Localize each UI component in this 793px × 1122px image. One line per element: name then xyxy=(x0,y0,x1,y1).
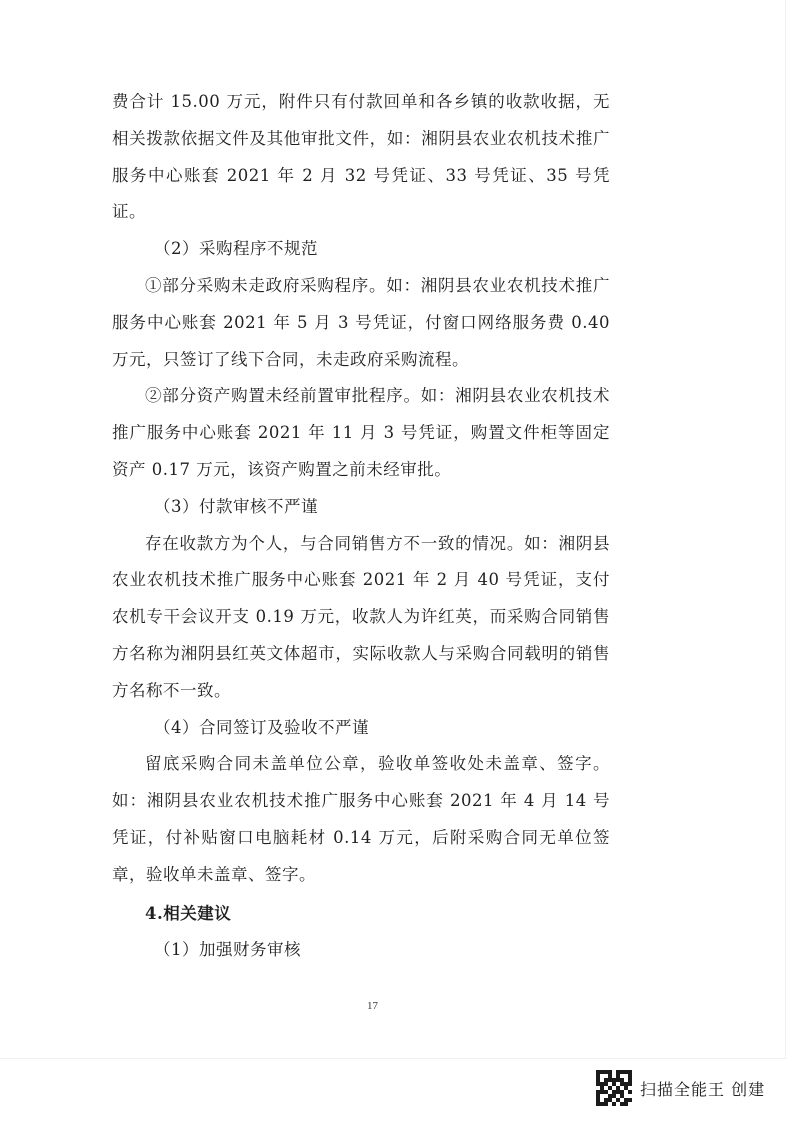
section-heading-suggestions: 4.相关建议 xyxy=(145,903,232,923)
page-number: 17 xyxy=(367,1000,378,1012)
watermark-text: 扫描全能王 创建 xyxy=(640,1079,766,1099)
scanner-watermark xyxy=(596,1068,765,1108)
document-body xyxy=(112,84,610,969)
qr-code-icon xyxy=(596,1070,632,1106)
paragraph-contract: 留底采购合同未盖单位公章，验收单签收处未盖章、签字。如：湘阴县农业农机技术推广服务中心账套 2021 年 4 月 14 号凭证，付补贴窗口电脑耗材 0.14 万元，后附采购合同无单位签章，验收单未盖章、签字。 xyxy=(112,754,610,884)
paragraph-procurement-1: ①部分采购未走政府采购程序。如：湘阴县农业农机技术推广服务中心账套 2021 年 5 月 3 号凭证，付窗口网络服务费 0.40 万元，只签订了线下合同，未走政府采购流程。 xyxy=(112,275,610,369)
paragraph-procurement-2: ②部分资产购置未经前置审批程序。如：湘阴县农业农机技术推广服务中心账套 2021 年 11 月 3 号凭证，购置文件柜等固定资产 0.17 万元，该资产购置之前未经审批。 xyxy=(112,386,610,479)
paragraph-payment-review: 存在收款方为个人，与合同销售方不一致的情况。如：湘阴县农业农机技术推广服务中心账套 2021 年 2 月 40 号凭证，支付农机专干会议开支 0.19 万元，收款人为许红英，而采购合同销售方名称为湘阴县红英文体超市，实际收款人与采购合同载明的销售方名称不一致。 xyxy=(112,533,610,700)
paragraph-funding-voucher: 费合计 15.00 万元，附件只有付款回单和各乡镇的收款收据，无相关拨款依据文件及其他审批文件，如：湘阴县农业农机技术推广服务中心账套 2021 年 2 月 32 号凭证、33 号凭证、35 号凭证。 xyxy=(112,92,610,222)
subheading-payment-review: （3）付款审核不严谨 xyxy=(154,496,318,516)
subheading-financial-review: （1）加强财务审核 xyxy=(154,940,301,960)
subheading-contract: （4）合同签订及验收不严谨 xyxy=(154,717,369,737)
subheading-procurement: （2）采购程序不规范 xyxy=(154,239,318,259)
